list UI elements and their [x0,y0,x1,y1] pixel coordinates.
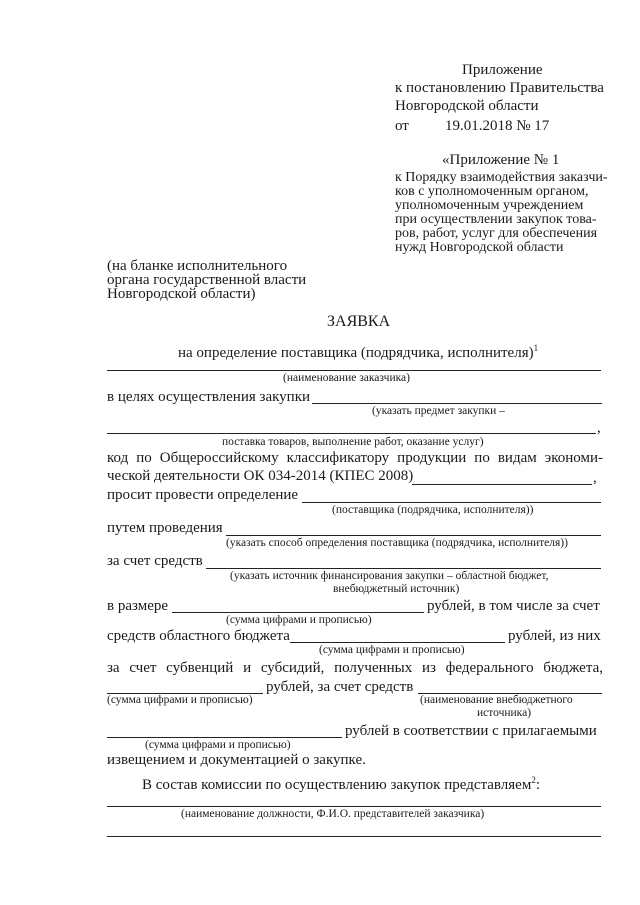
blank-note-line: органа государственной власти [107,272,307,288]
hint-method: (указать способ определения поставщика (подрядчика, исполнителя)) [226,537,568,549]
hint-funds-2: внебюджетный источник) [333,583,460,595]
commission-line-1 [107,806,601,807]
okpd-line-1: код по Общероссийскому классификатору продукции по видам экономи- [107,450,603,466]
request-label: просит провести определение [107,487,299,503]
funds-label: за счет средств [107,553,203,569]
blank-note-line: Новгородской области) [107,286,256,302]
amount-label: в размере [107,598,169,614]
subsidy-line: за счет субвенций и субсидий, полученных из федерального бюджета, [107,660,603,676]
appendix1-title: «Приложение № 1 [442,152,560,168]
method-line [226,535,601,536]
subject-line [107,433,596,434]
hint-extra-1: (наименование внебюджетного [420,694,573,706]
hint-subject: (указать предмет закупки – [372,405,505,417]
purpose-label: в целях осуществления закупки [107,389,311,405]
hint-commission: (наименование должности, Ф.И.О. представителей заказчика) [181,808,485,820]
appendix1-line: ров, работ, услуг для обеспечения [395,226,598,241]
hint-extra-2: источника) [477,707,532,719]
hint-customer: (наименование заказчика) [283,372,410,384]
regional-tail: рублей, из них [508,628,601,644]
accordance-tail: рублей в соответствии с прилагаемыми [345,723,597,739]
decree-line-1: к постановлению Правительства [395,80,604,96]
hint-sum-4: (сумма цифрами и прописью) [145,739,291,751]
purpose-line [312,403,602,404]
hint-sum-1: (сумма цифрами и прописью) [226,614,372,626]
accordance-sum-line [107,737,342,738]
footnote-2-mark: 2 [531,775,536,785]
notice-line: извещением и документацией о закупке. [107,752,366,768]
subsidy-tail: рублей, за счет средств [266,679,414,695]
supplier-line [302,502,601,503]
hint-sum-3: (сумма цифрами и прописью) [107,694,253,706]
hint-supplier: (поставщика (подрядчика, исполнителя)) [332,504,534,516]
commission-line-2 [107,836,601,837]
regional-label: средств областного бюджета [107,628,290,644]
okpd-comma: , [593,470,597,486]
customer-name-line [107,370,601,371]
appendix-label: Приложение [462,62,543,78]
okpd-line-2: ческой деятельности ОК 034-2014 (КПЕС 2008) [107,468,414,484]
commission-line: В состав комиссии по осуществлению закупок представляем$^2$: [142,775,540,793]
appendix1-line: к Порядку взаимодействия заказчи- [395,170,608,185]
subject-comma: , [597,420,601,436]
regional-line [290,642,505,643]
appendix1-line: уполномоченным учреждением [395,198,584,213]
amount-line [172,612,424,613]
amount-tail: рублей, в том числе за счет [427,598,600,614]
appendix1-line: при осуществлении закупок това- [395,212,597,227]
funds-line [206,568,601,569]
appendix1-line: нужд Новгородской области [395,240,564,255]
form-title: ЗАЯВКА [327,313,391,330]
decree-date-number: 19.01.2018 № 17 [445,118,550,134]
from-label: от [395,118,409,134]
blank-note-line: (на бланке исполнительного [107,258,288,274]
footnote-1-mark: 1 [533,343,539,353]
form-subtitle: на определение поставщика (подрядчика, исполнителя)$^1$ [178,343,539,361]
okpd-code-line [412,484,592,485]
decree-line-2: Новгородской области [395,98,539,114]
hint-sum-2: (сумма цифрами и прописью) [319,644,465,656]
appendix1-line: ков с уполномоченным органом, [395,184,589,199]
method-label: путем проведения [107,520,223,536]
hint-subject-2: поставка товаров, выполнение работ, оказание услуг) [222,436,484,448]
hint-funds-1: (указать источник финансирования закупки – областной бюджет, [230,570,549,582]
